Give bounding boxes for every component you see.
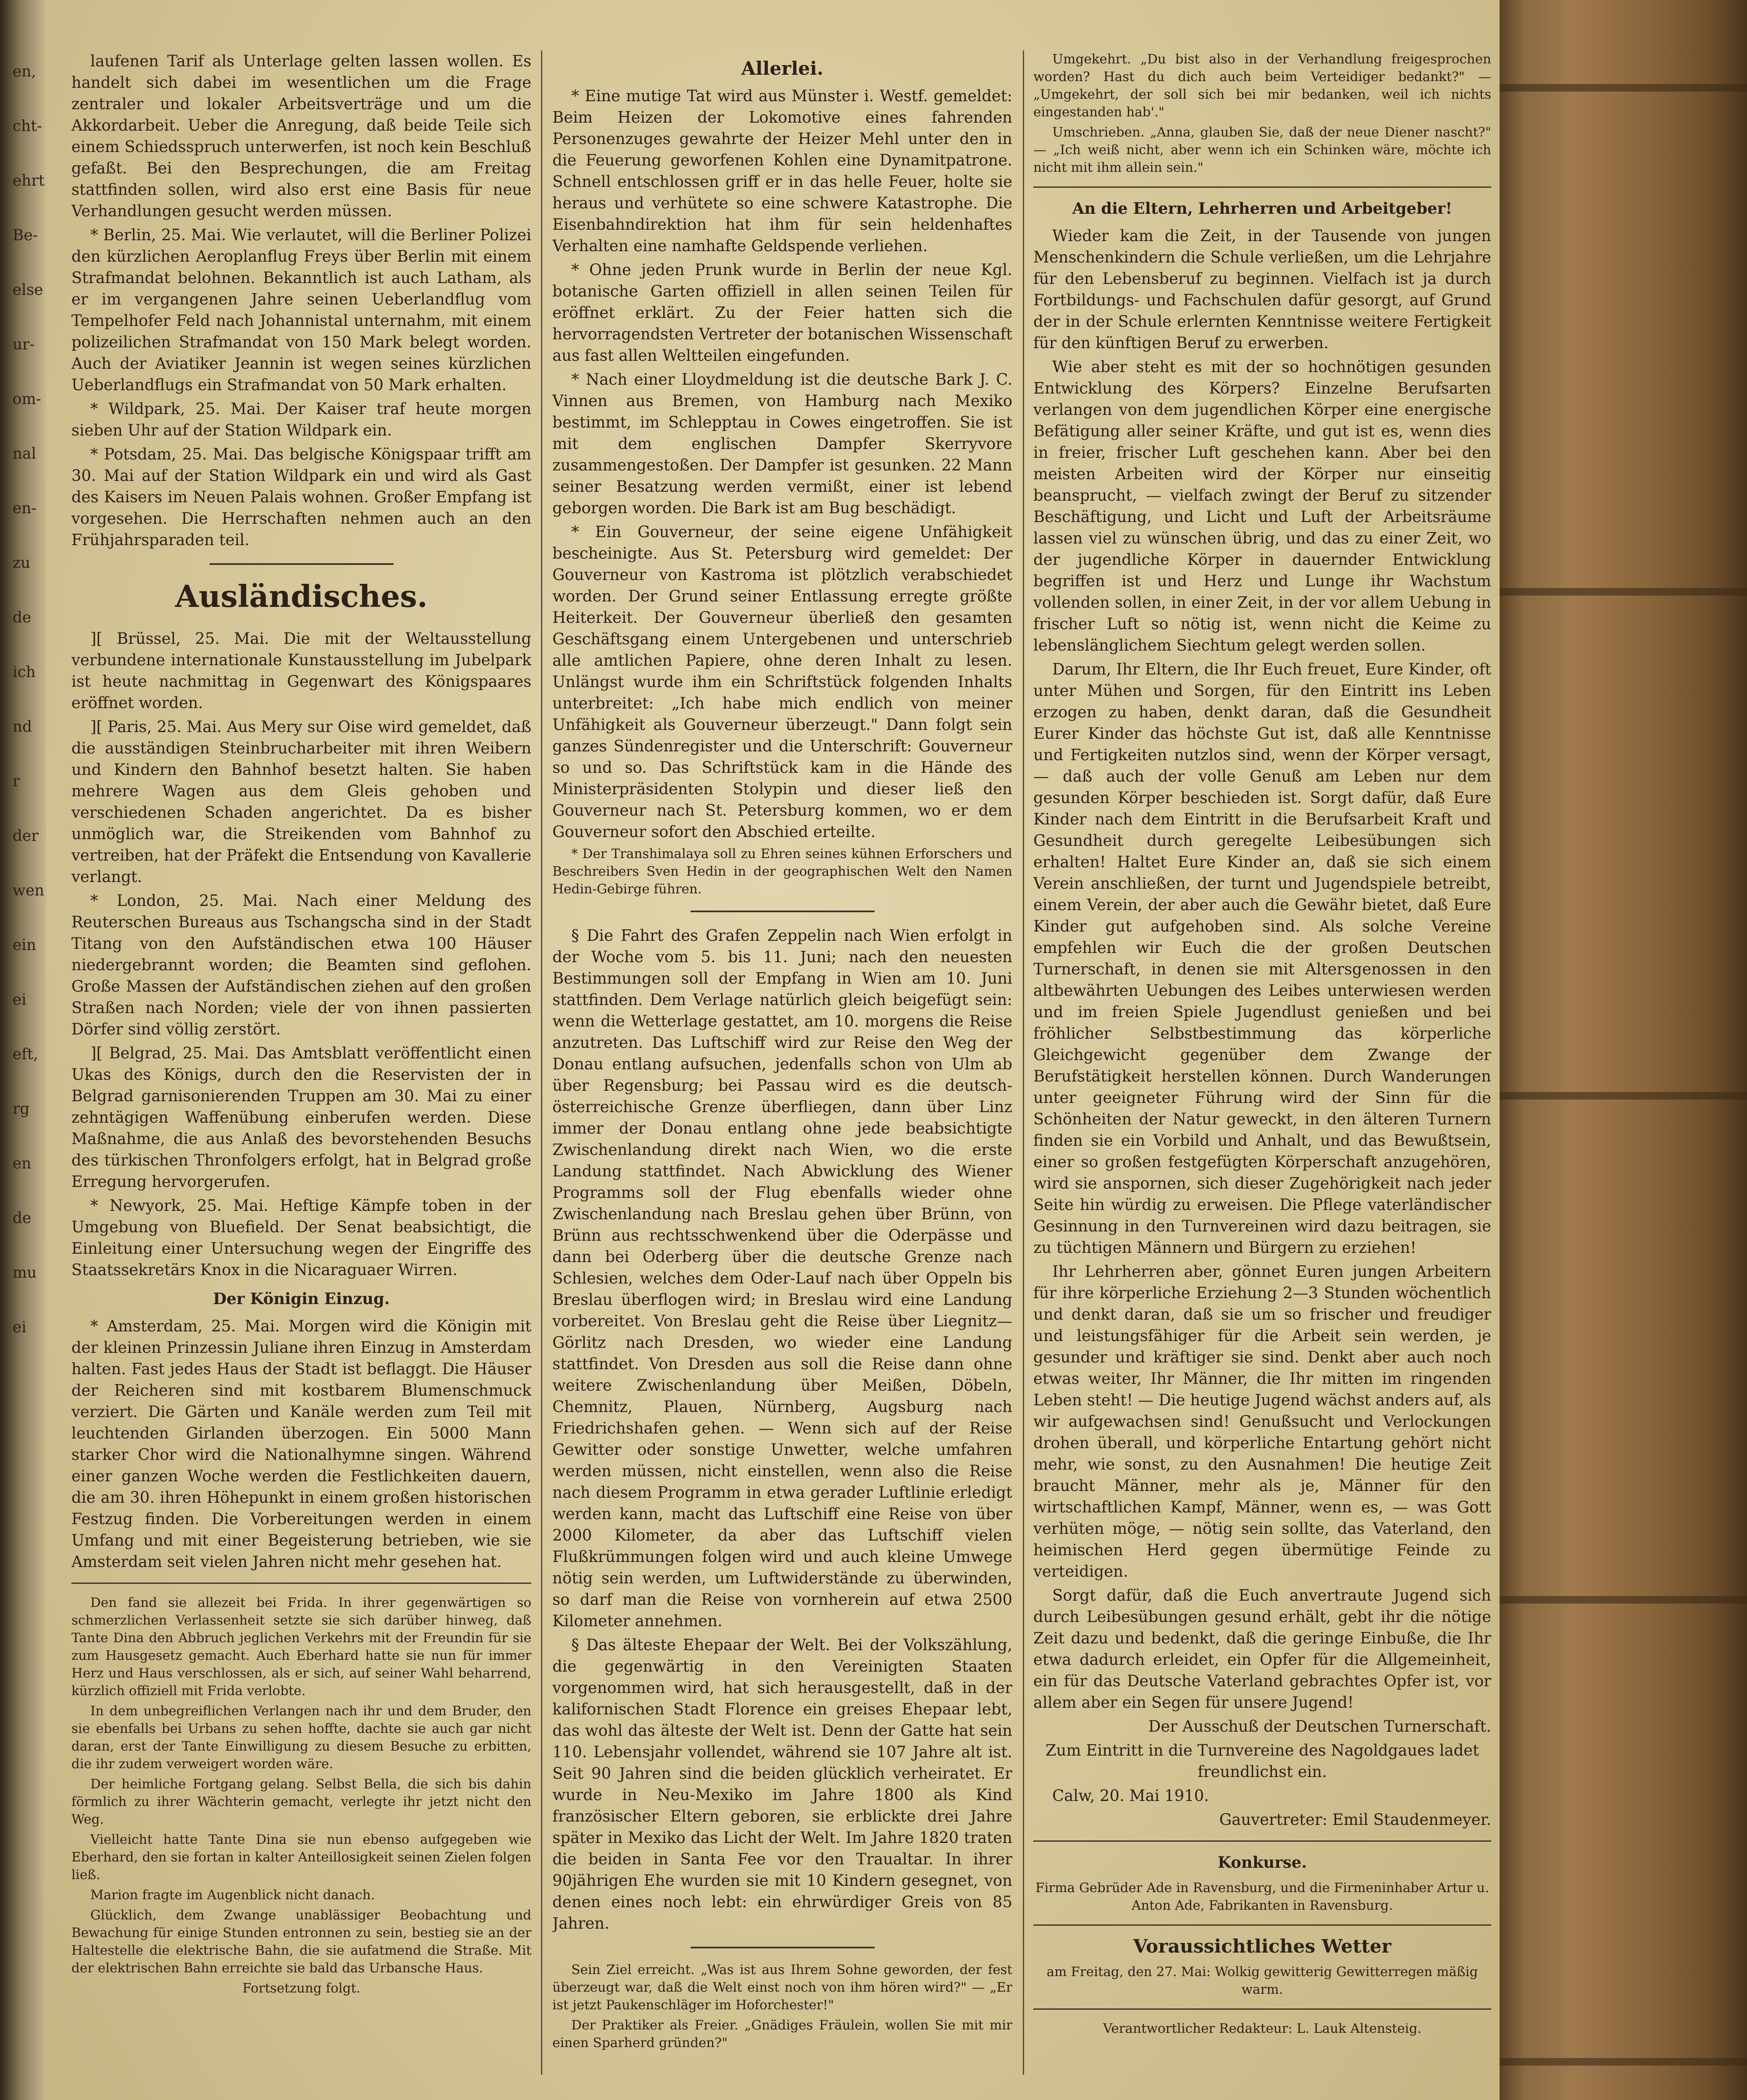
paragraph: * Newyork, 25. Mai. Heftige Kämpfe toben in der Umgebung von Bluefield. Der Senat beabsichtigt, die Einleitung einer Untersuchung wegen der Eingriffe des Staatssekretärs Knox in die Nicaraguaer Wirren. [71,1197,531,1279]
column-right [1033,50,1491,2100]
fringe-fragment: rg [13,1100,30,1118]
feuilleton [71,1594,531,1997]
binding-band [1500,1092,1747,1100]
konkurse-text: Firma Gebrüder Ade in Ravensburg, und die Firmeninhaber Artur u. Anton Ade, Fabrikanten in Ravensburg. [1035,1880,1490,1913]
paragraph: ][ Paris, 25. Mai. Aus Mery sur Oise wird gemeldet, daß die ausständigen Steinbrucharbeiter mit ihren Weibern und Kindern den Bahnhof besetzt halten. Sie haben mehrere Wagen aus dem Gleis gehoben und verschiedenen Schaden angerichtet. Da es bisher unmöglich war, die Streikenden vom Bahnhof zu vertreiben, hat der Präfekt die Entsendung von Kavallerie verlangt. [71,718,531,886]
joke-paragraph: Sein Ziel erreicht. „Was ist aus Ihrem Sohne geworden, der fest überzeugt war, daß die Welt einst noch von ihm hören wird?" — „Er ist jetzt Paukenschläger im Hoforchester!" [552,1962,1012,2013]
paragraph: * Amsterdam, 25. Mai. Morgen wird die Königin mit der kleinen Prinzessin Juliane ihren Einzug in Amsterdam halten. Fast jedes Haus der Stadt ist beflaggt. Die Häuser der Reicheren sind mit kostbarem Blumenschmuck verziert. Die Gärten und Kanäle werden zum Teil mit leuchtenden Girlanden überzogen. Ein 5000 Mann starker Chor wird die Nationalhymne singen. Während einer ganzen Woche werden die Festlichkeiten dauern, die am 30. ihren Höhepunkt in einem großen historischen Festzug finden. Die Vorbereitungen werden in einem Umfang und mit einer Begeisterung betrieben, wie sie Amsterdam seit vielen Jahren nicht mehr gesehen hat. [71,1317,531,1571]
signature: Der Ausschuß der Deutschen Turnerschaft. [1148,1717,1491,1735]
fringe-fragment: en [13,1155,32,1172]
subheading-koenigin: Der Königin Einzug. [213,1289,390,1308]
feuilleton-paragraph: Marion fragte im Augenblick nicht danach. [90,1887,375,1903]
fringe-fragment: else [13,281,43,299]
konkurse-heading: Konkurse. [1217,1853,1307,1872]
fringe-fragment: de [13,609,32,626]
paragraph: ][ Brüssel, 25. Mai. Die mit der Weltausstellung verbundene internationale Kunstausstellung im Jubelpark ist heute nachmittag in Gegenwart des Königspaares eröffnet worden. [71,630,531,712]
fringe-fragment: de [13,1210,32,1227]
column-rule [541,50,542,2075]
fringe-fragment: eft, [13,1046,38,1063]
paragraph: * Nach einer Lloydmeldung ist die deutsche Bark J. C. Vinnen aus Bremen, von Hamburg nach Mexiko bestimmt, im Schlepptau in Cowes eingetroffen. Sie ist mit dem englischen Dampfer Skerryvore zusammengestoßen. Der Dampfer ist gesunken. 22 Mann seiner Besatzung werden vermißt, einer ist lebend geborgen worden. Die Bark ist am Bug beschädigt. [552,370,1012,517]
redakteur-line: Verantwortlicher Redakteur: L. Lauk Altensteig. [1103,2021,1422,2036]
paragraph: * Potsdam, 25. Mai. Das belgische Königspaar trifft am 30. Mai auf der Station Wildpark ein und wird als Gast des Kaisers im Neuen Palais wohnen. Großer Empfang ist vorgesehen. Die Herrschaften nehmen auch an den Frühjahrsparaden teil. [71,445,531,549]
column-middle [552,50,1012,2100]
section-heading-allerlei: Allerlei. [741,58,824,79]
paragraph: Ihr Lehrherren aber, gönnet Euren jungen Arbeitern für ihre körperliche Erziehung 2—3 Stunden wöchentlich und denkt daran, daß sie um so frischer und freudiger und leistungsfähiger für die Arbeit sein werden, je gesunder und kräftiger sie sind. Denkt aber auch noch etwas weiter, Ihr Männer, die Ihr mitten im ringenden Leben steht! — Die heutige Jugend wächst anders auf, als wir aufgewachsen sind! Genußsucht und Verlockungen drohen überall, und körperliche Entartung gehört nicht mehr, wie sonst, zu den Ausnahmen! Die heutige Zeit braucht Männer, mehr als je, Männer für den wirtschaftlichen Kampf, Männer, wenn es, — was Gott verhüten möge, — nötig sein sollte, das Vaterland, den heimischen Herd gegen übermütige Feinde zu verteidigen. [1033,1263,1491,1580]
paragraph-zeppelin: § Die Fahrt des Grafen Zeppelin nach Wien erfolgt in der Woche vom 5. bis 11. Juni; nach den neuesten Bestimmungen soll der Empfang in Wien am 10. Juni stattfinden. Dem Verlage natürlich gleich beigefügt sein: wenn die Wetterlage gestattet, am 10. morgens die Reise anzutreten. Das Luftschiff wird zur Reise den Weg der Donau entlang aufsuchen, jedenfalls schon von Ulm ab über Regensburg; bei Passau wird es die deutsch-österreichische Grenze überfliegen, dann über Linz immer der Donau entlang ohne jede beabsichtigte Zwischenlandung direkt nach Wien, wo die erste Landung stattfindet. Nach Abwicklung des Wiener Programms soll der Flug ebenfalls wieder ohne Zwischenlandung nach Breslau gehen über Brünn, von Brünn aus rechtsschwenkend über die Oderpässe und dann bei Oderberg über die deutsche Grenze nach Schlesien, welches dem Oder-Lauf nach über Oppeln bis Breslau überflogen wird; in Breslau wird eine Landung vorbereitet. Von Breslau geht die Reise über Liegnitz—Görlitz nach Dresden, wo wieder eine Landung stattfindet. Von Dresden aus soll die Reise dann ohne weitere Zwischenlandung über Meißen, Döbeln, Chemnitz, Plauen, Nürnberg, Augsburg nach Friedrichshafen gehen. — Wenn sich auf der Reise Gewitter oder sonstige Unwetter, welche umfahren werden müssen, nicht einstellen, wenn also die Reise nach diesem Programm in etwa gerader Luftlinie erledigt werden kann, macht das Luftschiff eine Reise von über 2000 Kilometer, da aber das Luftschiff vielen Flußkrümmungen folgen wird und auch kleine Umwege nötig sein werden, um Luftwiderstände zu überwinden, so darf man die Reise von vornherein auf etwa 2500 Kilometer annehmen. [552,927,1012,1630]
divider [1033,186,1491,188]
feuilleton-paragraph: Glücklich, dem Zwange unablässiger Beobachtung und Bewachung für einige Stunden entronnen zu sein, bestieg sie an der Haltestelle die elektrische Bahn, die sie aufatmend die Straße. Mit der elektrischen Bahn erreichte sie bald das Urbansche Haus. [71,1908,531,1976]
fringe-fragment: cht- [13,118,42,135]
column-rule [1023,50,1024,2075]
feuilleton-paragraph: Vielleicht hatte Tante Dina sie nun ebenso aufgegeben wie Eberhard, den sie fortan in kalter Anteillosigkeit seinen Zielen folgen ließ. [71,1832,531,1882]
binding-band [1500,588,1747,596]
paragraph: Wieder kam die Zeit, in der Tausende von jungen Menschenkindern die Schule verließen, um die Lehrjahre für den Lebensberuf zu beginnen. Vielfach ist ja durch Fortbildungs- und Fachschulen dafür gesorgt, auf Grund der in der Schule erlernten Kenntnisse weitere Fertigkeit für den künftigen Beruf zu erwerben. [1033,227,1491,352]
fringe-fragment: ei [13,1319,26,1336]
newspaper-page [46,0,1500,2100]
binding-band [1500,84,1747,92]
divider [691,1947,875,1948]
fringe-fragment: nal [13,445,37,462]
divider [1033,1840,1491,1842]
paragraph: * Ein Gouverneur, der seine eigene Unfähigkeit bescheinigte. Aus St. Petersburg wird gemeldet: Der Gouverneur von Kastroma ist plötzlich verabschiedet worden. Der Grund seiner Entlassung erregte größte Heiterkeit. Der Gouverneur überließ den gesamten Geschäftsgang einem Untergebenen und unterschrieb alle amtlichen Papiere, ohne deren Inhalt zu lesen. Unlängst wurde ihm ein Schriftstück folgenden Inhalts unterbreitet: „Ich habe mich endlich von meiner Unfähigkeit als Gouverneur überzeugt." Dann folgt sein ganzes Sündenregister und die Unterschrift: Gouverneur so und so. Das Schriftstück kam in die Hände des Ministerpräsidenten Stolypin und dieser ließ den Gouverneur nach St. Petersburg kommen, wo er dem Gouverneur sofort den Abschied erteilte. [552,523,1012,841]
fringe-fragment: en- [13,500,37,517]
paragraph: laufenen Tarif als Unterlage gelten lassen wollen. Es handelt sich dabei im wesentlichen um die Frage zentraler und lokaler Arbeitsverträge und um die Akkordarbeit. Ueber die Anregung, daß beide Teile sich einem Schiedsspruch unterwerfen, ist noch kein Beschluß gefaßt. Bei den Besprechungen, die am Freitag stattfinden sollen, wird also erst eine Basis für neue Verhandlungen gesucht werden müssen. [71,52,531,220]
paragraph: Zum Eintritt in die Turnvereine des Nagoldgaues ladet freundlichst ein. [1045,1741,1479,1781]
signature: Gauvertreter: Emil Staudenmeyer. [1219,1811,1491,1829]
divider [1033,2008,1491,2010]
paragraph: Darum, Ihr Eltern, die Ihr Euch freuet, Eure Kinder, oft unter Mühen und Sorgen, für den Eintritt ins Leben erzogen zu haben, denkt daran, daß die Gesundheit Eurer Kinder das höchste Gut ist, daß alle Kenntnisse und Fertigkeiten nutzlos sind, wenn der Körper versagt, — daß auch der volle Genuß am Leben nur dem gesunden Körper beschieden ist. Sorgt dafür, daß Eure Kinder nach dem Eintritt in die Berufsarbeit Kraft und Gesundheit durch geregelte Leibesübungen sich erhalten! Haltet Eure Kinder an, daß sie sich einem Verein anschließen, der turnt und Jugendspiele betreibt, einem Verein, der aber auch die Gewähr bietet, daß Eure Kinder gut aufgehoben sind. Als solche Vereine empfehlen wir Euch die der großen Deutschen Turnerschaft, in denen sie mit Altersgenossen in den altbewährten Uebungen des Leibes unterwiesen werden und im freien Spiele Jugendlust genießen und bei fröhlicher Selbstbestimmung das körperliche Gleichgewicht gegenüber dem Zwange der Berufstätigkeit herstellen können. Durch Wanderungen unter geeigneter Führung wird der Sinn für die Schönheiten der Natur geweckt, in den älteren Turnern finden sie ein Vorbild und Anhalt, und das Bewußtsein, einer so großen festgefügten Körperschaft anzugehören, wird sie anspornen, sich dieser Zugehörigkeit nach jeder Seite hin würdig zu erweisen. Die Pflege vaterländischer Gesinnung in den Turnvereinen wird dazu beitragen, sie zu tüchtigen Männern und Bürgern zu erziehen! [1033,660,1491,1257]
fringe-fragment: ehrt [13,172,45,189]
fringe-fragment: mu [13,1264,37,1281]
place-date: Calw, 20. Mai 1910. [1052,1787,1209,1805]
divider [1033,1924,1491,1926]
column-left [71,50,531,2100]
fringe-fragment: Be- [13,227,38,244]
fringe-fragment: wen [13,882,45,899]
joke-paragraph: Der Praktiker als Freier. „Gnädiges Fräulein, wollen Sie mit mir einen Sparherd gründen?" [552,2018,1012,2050]
wetter-text: am Freitag, den 27. Mai: Wolkig gewitterig Gewitterregen mäßig warm. [1046,1964,1478,1997]
paragraph: * Ohne jeden Prunk wurde in Berlin der neue Kgl. botanische Garten offiziell in allen seinen Teilen für eröffnet erklärt. Zu der Feier hatten sich die hervorragendsten Vertreter der botanischen Wissenschaft aus fast allen Weltteilen eingefunden. [552,261,1012,365]
divider [691,911,875,912]
paragraph: * Berlin, 25. Mai. Wie verlautet, will die Berliner Polizei den kürzlichen Aeroplanflug Freys über Berlin mit einem Strafmandat belohnen. Bekanntlich ist auch Latham, als er im vergangenen Jahre seinen Ueberlandflug vom Tempelhofer Feld nach Johannistal unternahm, mit einem polizeilichen Strafmandat von 150 Mark belegt worden. Auch der Aviatiker Jeannin ist wegen seines kürzlichen Ueberlandflugs ein Strafmandat von 50 Mark erhalten. [71,226,531,394]
fringe-fragment: ich [13,664,36,681]
paragraph: * London, 25. Mai. Nach einer Meldung des Reuterschen Bureaus aus Tschangscha sind in der Stadt Titang von den Aufständischen etwa 100 Häuser niedergebrannt worden; die Beamten sind geflohen. Große Massen der Aufständischen ziehen auf den großen Straßen nach Norden; viele der von ihnen passierten Dörfer sind völlig zerstört. [71,892,531,1038]
feuilleton-paragraph: Den fand sie allezeit bei Frida. In ihrer gegenwärtigen so schmerzlichen Verlassenheit setzte sie sich darüber hinweg, daß Tante Dina den Abbruch jeglichen Verkehrs mit der Freundin für sie zum Hausgesetz gemacht. Auch Eberhard hatte sie nun für immer Herz und Haus verschlossen, als er sich, auf seiner Wahl beharrend, kürzlich offiziell mit Frida verlobte. [71,1595,531,1698]
fringe-fragment: om- [13,391,41,408]
feuilleton-paragraph: Der heimliche Fortgang gelang. Selbst Bella, die sich bis dahin förmlich zu ihrer Wächterin gemacht, verlegte ihr jetzt nicht den Weg. [71,1777,531,1827]
fringe-fragment: r [13,773,20,790]
paragraph: ][ Belgrad, 25. Mai. Das Amtsblatt veröffentlicht einen Ukas des Königs, durch den die Reservisten der in Belgrad garnisonierenden Truppen am 30. Mai zu einer zehntägigen Waffenübung einberufen werden. Diese Maßnahme, die aus Anlaß des bevorstehenden Besuchs des türkischen Thronfolgers erfolgt, hat in Belgrad große Erregung hervorgerufen. [71,1044,531,1191]
note-paragraph: * Der Transhimalaya soll zu Ehren seines kühnen Erforschers und Beschreibers Sven Hedin in der geographischen Welt den Namen Hedin-Gebirge führen. [552,846,1012,897]
fringe-fragment: zu [13,554,31,572]
fringe-fragment: nd [13,718,32,735]
continuation-note: Fortsetzung folgt. [242,1981,360,1996]
paragraph: Sorgt dafür, daß die Euch anvertraute Jugend sich durch Leibesübungen gesund erhält, gebt ihr die nötige Zeit dazu und bedenkt, daß die geringe Einbuße, die Ihr etwa dadurch erleidet, ein Opfer für die Allgemeinheit, ein für das Deutsche Vaterland gebrachtes Opfer ist, vor allem aber ein Segen für unsere Jugend! [1033,1586,1491,1712]
feuilleton-divider [71,1583,531,1584]
paragraph-ehepaar: § Das älteste Ehepaar der Welt. Bei der Volkszählung, die gegenwärtig in den Vereinigten Staaten vorgenommen wird, hat sich herausgestellt, daß in der kalifornischen Stadt Florence ein greises Ehepaar lebt, das wohl das älteste der Welt ist. Denn der Gatte hat sein 110. Lebensjahr vollendet, während sie 107 Jahre alt ist. Seit 90 Jahren sind die beiden glücklich verheiratet. Er wurde in Neu-Mexiko im Jahre 1800 als Kind französischer Eltern geboren, sie erblickte drei Jahre später in Mexiko das Licht der Welt. Im Jahre 1820 traten die beiden in Santa Fee vor den Traualtar. In ihrer 90jährigen Ehe wurden sie mit 10 Kindern gesegnet, von denen eines noch lebt: ein ehrwürdiger Greis von 85 Jahren. [552,1636,1012,1932]
appeal-heading: An die Eltern, Lehrherren und Arbeitgeber! [1072,199,1453,218]
fringe-fragment: ur- [13,336,35,353]
fringe-fragment: der [13,827,39,845]
paragraph: * Wildpark, 25. Mai. Der Kaiser traf heute morgen sieben Uhr auf der Station Wildpark ein. [71,400,531,439]
joke-paragraph: Umgekehrt. „Du bist also in der Verhandlung freigesprochen worden? Hast du dich auch beim Verteidiger bedankt?" — „Umgekehrt, der soll sich bei mir bedanken, weil ich nichts eingestanden hab'." [1033,52,1491,120]
fringe-fragment: ei [13,991,26,1008]
joke-paragraph: Umschrieben. „Anna, glauben Sie, daß der neue Diener nascht?" — „Ich weiß nicht, aber wenn ich ein Schinken wäre, möchte ich nicht mit ihm allein sein." [1033,125,1491,175]
paragraph: Wie aber steht es mit der so hochnötigen gesunden Entwicklung des Körpers? Einzelne Berufsarten verlangen von dem jugendlichen Körper eine energische Befätigung aller seiner Kräfte, und gut ist es, wenn dies in freier, frischer Luft geschehen kann. Aber bei den meisten Arbeiten wird der Körper nur einseitig beansprucht, — vielfach zwingt der Beruf zu sitzender Beschäftigung, und Licht und Luft der Arbeitsräume lassen viel zu wünschen übrig, und das zu einer Zeit, wo der jugendliche Körper in dauernder Entwicklung begriffen ist und Herz und Lunge ihr Wachstum vollenden sollen, in einer Zeit, in der vor allem Uebung in frischer Luft so nötig ist, wenn nicht die Keime zu lebenslänglichem Siechtum gelegt werden sollen. [1033,358,1491,654]
fringe-fragment: en, [13,63,36,80]
binding-band [1500,1596,1747,1604]
feuilleton-paragraph: In dem unbegreiflichen Verlangen nach ihr und dem Bruder, den sie ebenfalls bei Urbans zu sehen hoffte, dachte sie auch gar nicht daran, erst der Tante Einwilligung zu diesem Besuche zu erbitten, die ihr zudem verweigert worden wäre. [71,1704,531,1772]
section-heading-auslaendisches: Ausländisches. [175,578,428,614]
binding-band [1500,2058,1747,2066]
divider [210,563,394,565]
book-binding [1500,0,1747,2100]
fringe-fragment: ein [13,937,37,954]
wetter-heading: Voraussichtliches Wetter [1133,1936,1392,1957]
paragraph: * Eine mutige Tat wird aus Münster i. Westf. gemeldet: Beim Heizen der Lokomotive eines fahrenden Personenzuges gewahrte der Heizer Mehl unter den in die Feuerung geworfenen Kohlen eine Dynamitpatrone. Schnell entschlossen griff er in das helle Feuer, holte sie heraus und verhütete so eine schwere Katastrophe. Die Eisenbahndirektion hat ihm für sein heldenhaftes Verhalten eine namhafte Geldspende verliehen. [552,87,1012,255]
